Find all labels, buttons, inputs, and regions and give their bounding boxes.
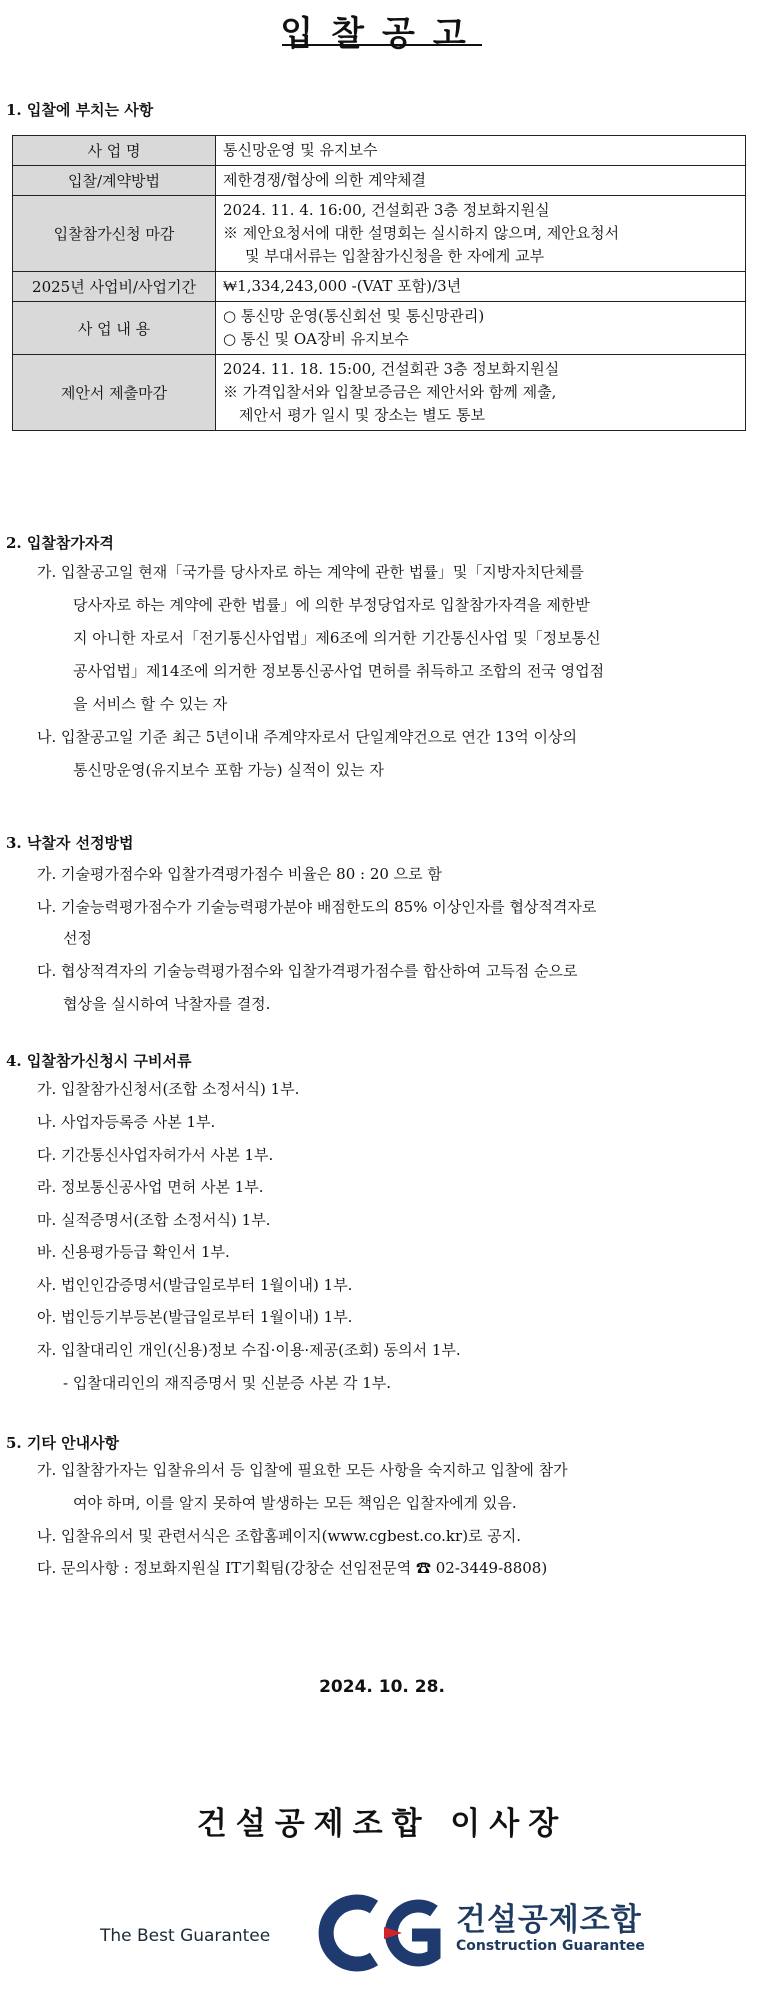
table-row bbox=[13, 302, 746, 355]
qualification-item-ga: 지 아니한 자로서「전기통신사업법」제6조에 의거한 기간통신사업 및「정보통신 bbox=[73, 629, 601, 647]
row-label-project-name: 사 업 명 bbox=[13, 136, 216, 166]
table-row bbox=[13, 196, 746, 272]
row-value-application-deadline bbox=[216, 196, 746, 272]
qualification-item-ga: 을 서비스 할 수 있는 자 bbox=[73, 695, 228, 713]
document-item: 바. 신용평가등급 확인서 1부. bbox=[37, 1243, 230, 1261]
title-underline bbox=[282, 44, 482, 46]
page-title: 입찰공고 bbox=[280, 14, 484, 54]
row-value-project-content bbox=[216, 302, 746, 355]
proposal-deadline-line: ※ 가격입찰서와 입찰보증금은 제안서와 함께 제출, bbox=[223, 383, 557, 401]
document-sub-item: - 입찰대리인의 재직증명서 및 신분증 사본 각 1부. bbox=[63, 1374, 392, 1392]
section-4-heading: 4. 입찰참가신청시 구비서류 bbox=[6, 1052, 192, 1070]
section-5-heading: 5. 기타 안내사항 bbox=[6, 1434, 120, 1452]
document-item: 라. 정보통신공사업 면허 사본 1부. bbox=[37, 1178, 264, 1196]
application-deadline-line: 2024. 11. 4. 16:00, 건설회관 3층 정보화지원실 bbox=[223, 201, 550, 219]
project-content-line: ○ 통신 및 OA장비 유지보수 bbox=[223, 330, 409, 348]
table-row bbox=[13, 166, 746, 196]
selection-item-da: 다. 협상적격자의 기술능력평가점수와 입찰가격평가점수를 합산하여 고득점 순으로 bbox=[37, 962, 578, 980]
table-row bbox=[13, 136, 746, 166]
selection-item-da: 협상을 실시하여 낙찰자를 결정. bbox=[63, 995, 271, 1013]
selection-item-ga: 가. 기술평가점수와 입찰가격평가점수 비율은 80 : 20 으로 함 bbox=[37, 865, 442, 883]
proposal-deadline-line: 제안서 평가 일시 및 장소는 별도 통보 bbox=[239, 406, 485, 424]
notice-date: 2024. 10. 28. bbox=[319, 1677, 445, 1697]
application-deadline-line: ※ 제안요청서에 대한 설명회는 실시하지 않으며, 제안요청서 bbox=[223, 224, 620, 242]
document-item: 사. 법인인감증명서(발급일로부터 1월이내) 1부. bbox=[37, 1276, 353, 1294]
signature: 건설공제조합 이사장 bbox=[196, 1806, 568, 1842]
row-value-proposal-deadline bbox=[216, 355, 746, 431]
table-row bbox=[13, 355, 746, 431]
row-label-proposal-deadline: 제안서 제출마감 bbox=[13, 355, 216, 431]
application-deadline-line: 및 부대서류는 입찰참가신청을 한 자에게 교부 bbox=[245, 247, 545, 265]
selection-item-na: 선정 bbox=[63, 929, 92, 947]
row-value-budget-period: ₩1,334,243,000 -(VAT 포함)/3년 bbox=[216, 272, 746, 302]
document-item: 다. 기간통신사업자허가서 사본 1부. bbox=[37, 1146, 274, 1164]
row-value-contract-method: 제한경쟁/협상에 의한 계약체결 bbox=[216, 166, 746, 196]
row-label-application-deadline: 입찰참가신청 마감 bbox=[13, 196, 216, 272]
notice-item-da: 다. 문의사항 : 정보화지원실 IT기획팀(강창순 선임전문역 ☎ 02-3449-8808) bbox=[37, 1559, 548, 1577]
qualification-item-na: 통신망운영(유지보수 포함 가능) 실적이 있는 자 bbox=[73, 761, 384, 779]
notice-item-ga: 여야 하며, 이를 알지 못하여 발생하는 모든 책임은 입찰자에게 있음. bbox=[73, 1494, 517, 1512]
document-item: 나. 사업자등록증 사본 1부. bbox=[37, 1113, 216, 1131]
document-item: 자. 입찰대리인 개인(신용)정보 수집·이용·제공(조회) 동의서 1부. bbox=[37, 1341, 461, 1359]
notice-item-na: 나. 입찰유의서 및 관련서식은 조합홈페이지(www.cgbest.co.kr)로 공지. bbox=[37, 1527, 522, 1545]
qualification-item-ga: 당사자로 하는 계약에 관한 법률」에 의한 부정당업자로 입찰참가자격을 제한받 bbox=[73, 596, 590, 614]
bid-info-table bbox=[12, 135, 746, 431]
tagline: The Best Guarantee bbox=[100, 1926, 271, 1946]
row-label-project-content: 사 업 내 용 bbox=[13, 302, 216, 355]
table-row bbox=[13, 272, 746, 302]
brand-name-english: Construction Guarantee bbox=[456, 1938, 645, 1954]
row-value-project-name: 통신망운영 및 유지보수 bbox=[216, 136, 746, 166]
qualification-item-ga: 가. 입찰공고일 현재「국가를 당사자로 하는 계약에 관한 법률」및「지방자치단체를 bbox=[37, 563, 584, 581]
notice-item-ga: 가. 입찰참가자는 입찰유의서 등 입찰에 필요한 모든 사항을 숙지하고 입찰에 참가 bbox=[37, 1461, 568, 1479]
document-item: 가. 입찰참가신청서(조합 소정서식) 1부. bbox=[37, 1080, 300, 1098]
section-1-heading: 1. 입찰에 부치는 사항 bbox=[6, 101, 154, 119]
section-2-heading: 2. 입찰참가자격 bbox=[6, 534, 114, 552]
selection-item-na: 나. 기술능력평가점수가 기술능력평가분야 배점한도의 85% 이상인자를 협상적격자로 bbox=[37, 898, 597, 916]
document-item: 마. 실적증명서(조합 소정서식) 1부. bbox=[37, 1211, 271, 1229]
cg-logo-icon bbox=[312, 1893, 452, 1973]
row-label-budget-period: 2025년 사업비/사업기간 bbox=[13, 272, 216, 302]
row-label-contract-method: 입찰/계약방법 bbox=[13, 166, 216, 196]
document-item: 아. 법인등기부등본(발급일로부터 1월이내) 1부. bbox=[37, 1308, 353, 1326]
section-3-heading: 3. 낙찰자 선정방법 bbox=[6, 834, 134, 852]
qualification-item-na: 나. 입찰공고일 기준 최근 5년이내 주계약자로서 단일계약건으로 연간 13억 이상의 bbox=[37, 728, 577, 746]
brand-name-korean: 건설공제조합 bbox=[456, 1902, 642, 1938]
proposal-deadline-line: 2024. 11. 18. 15:00, 건설회관 3층 정보화지원실 bbox=[223, 360, 560, 378]
qualification-item-ga: 공사업법」제14조에 의거한 정보통신공사업 면허를 취득하고 조합의 전국 영업점 bbox=[73, 662, 605, 680]
project-content-line: ○ 통신망 운영(통신회선 및 통신망관리) bbox=[223, 307, 485, 325]
